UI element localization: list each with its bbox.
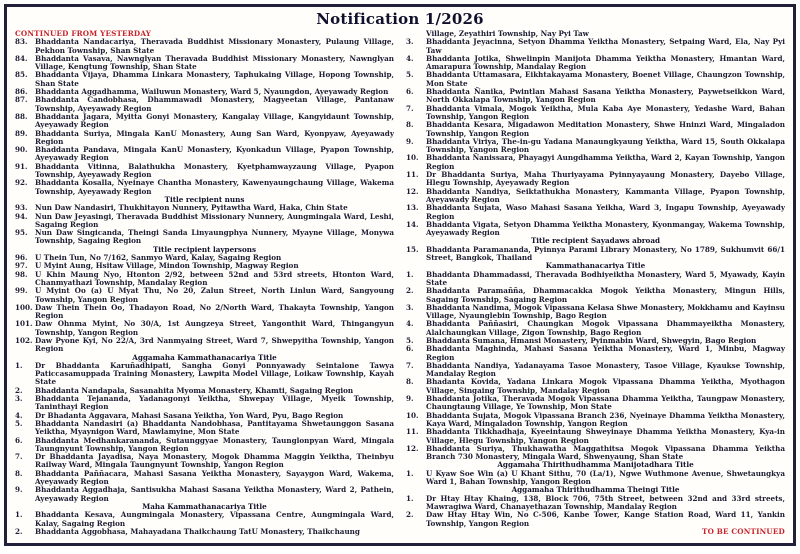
list-item	[406, 71, 785, 88]
list-item-number: 8.	[406, 377, 414, 387]
list-item	[406, 511, 785, 528]
list-item-text: Bhaddanta Sujata, Mogok Vipassana Branch 236, Nyeinaye Dhamma Yeiktha Monastery, Kaya Ward, Mingaladon Township, Yangon Region	[426, 410, 785, 428]
list-item	[15, 179, 394, 196]
list-item-number: 7.	[406, 360, 414, 370]
list-item-text: Dr Htay Htay Khaing, 138, Block 706, 75th Street, between 32nd and 33rd streets, Mawragiwa Ward, Chanayethazan Township, Mandalay Region	[426, 493, 785, 511]
list-item	[15, 55, 394, 72]
list-item-number: 12.	[406, 443, 419, 453]
list-item-text: Bhaddanta Maghinda, Mahasi Sasana Yeiktha Monastery, Ward 1, Minbu, Magway Region	[426, 344, 785, 362]
list-item-text: U Khin Maung Nyo, Htonton 2/92, between 52nd and 53rd streets, Htonton Ward, Chanmyathazi Township, Mandalay Region	[35, 269, 394, 287]
list-item-text: Bhaddanta Suriya, Mingala KanU Monastery, Aung San Ward, Kyonpyaw, Ayeyawady Region	[35, 128, 394, 146]
list-item-number: 3.	[15, 394, 23, 404]
list-item-number: 97.	[15, 261, 28, 271]
list-item-number: 95.	[15, 228, 28, 238]
list-item-continuation: Village, Zeyathiri Township, Nay Pyi Taw	[426, 30, 589, 38]
list-item	[406, 378, 785, 395]
list-item-text: Daw Ohnma Myint, No 30/A, 1st Aungzeya Street, Yangonthit Ward, Thingangyun Township, Yangon Region	[35, 319, 394, 337]
list-item-text: Bhaddanta Suriya, Thukhawatha Maggathitsa Mogok Vipassana Dhamma Yeiktha Branch 730 Monastery, Mingala Ward, Shwenyaung, Shan State	[426, 443, 785, 462]
list-item-number: 92.	[15, 178, 28, 188]
list-item-number: 1.	[15, 360, 23, 370]
list-item-number: 2.	[406, 510, 414, 520]
list-item-number: 11.	[406, 427, 419, 437]
list-item-text: Dr Bhadanta Aggavara, Mahasi Sasana Yeiktha, Yon Ward, Pyu, Bago Region	[35, 410, 344, 420]
list-item	[15, 470, 394, 487]
list-item-number: 84.	[15, 53, 28, 63]
list-item-number: 4.	[406, 53, 414, 63]
list-item	[15, 271, 394, 288]
list-item-text: Daw Pyone Kyi, No 22/A, 3rd Nanmyaing Street, Ward 7, Shwepyitha Township, Yangon Region	[35, 335, 394, 354]
list-item-number: 14.	[406, 219, 419, 229]
list-item-text: Bhaddanta Jotika, Shwelinpin Manijota Dhamma Yeiktha Monastery, Hmantan Ward, Amarapura Township, Mandalay Region	[426, 53, 785, 72]
list-item-text: Daw Htay Htay Win, No C-506, Kanbe Tower, Kange Station Road, Ward 11, Yankin Township, Yangon Region	[426, 510, 785, 528]
list-item-number: 4.	[406, 319, 414, 329]
list-item-text: Bhaddanta Aggobhasa, Mahayadana Thaikchaung TatU Monastery, Thaikchaung	[35, 526, 360, 536]
list-item-number: 4.	[15, 410, 23, 420]
list-item-text: Bhaddanta Uttamasara, Eikhtakayama Monastery, Boenet Village, Chaungzon Township, Mon State	[426, 70, 785, 88]
list-item-text: U Myint Aung, Hsitaw Village, Mindon Township, Magway Region	[35, 261, 299, 271]
list-item	[406, 105, 785, 122]
list-item-number: 1.	[406, 269, 414, 279]
list-item	[15, 304, 394, 321]
list-item	[406, 271, 785, 288]
list-item	[406, 345, 785, 362]
list-item-number: 7.	[15, 452, 23, 462]
list-item-text: Nun Daw Singicanda, Theingi Sanda Linyaungphya Nunnery, Myayne Village, Monywa Township, Sagaing Region	[35, 228, 394, 246]
list-item-number: 2.	[406, 286, 414, 296]
list-item	[406, 445, 785, 462]
list-item	[15, 146, 394, 163]
section-heading: Aggamaha Thirithudhamma Theingi Title	[511, 485, 680, 495]
list-item	[406, 121, 785, 138]
list-item	[15, 453, 394, 470]
list-item-number: 88.	[15, 111, 28, 121]
list-item	[406, 204, 785, 221]
list-item-text: Bhaddanta Jagara, Myitta Gonyi Monastery, Kangalay Village, Kangyidaunt Township, Ayeyawady Region	[35, 111, 394, 130]
list-item	[15, 511, 394, 528]
list-item	[15, 362, 394, 387]
list-item-text: Bhaddanta Kesara, Migadawon Meditation Monastery, Shwe Hninzi Ward, Mingaladon Township, Yangon Region	[426, 120, 785, 138]
list-item-text: Bhaddanta Nandacariya, Theravada Buddhist Missionary Monastery, Pulaung Village, Pekhon Township, Shan State	[35, 37, 394, 55]
list-item	[15, 163, 394, 180]
list-item	[406, 55, 785, 72]
list-item	[15, 213, 394, 230]
list-item	[406, 428, 785, 445]
list-item-number: 5.	[406, 335, 414, 345]
list-item	[15, 437, 394, 454]
list-item-number: 3.	[406, 302, 414, 312]
list-item-text: Bhaddanta Sujata, Waso Mahasi Sasana Yeikha, Ward 3, Ingapu Township, Ayeyawady Region	[426, 203, 785, 221]
list-item-text: U Kyaw Soe Win (a) U Khant Sithu, 70 (La/1), Ngwe Wuthmone Avenue, Shwetaungkya Ward 1, Bahan Township, Yangon Region	[426, 468, 785, 487]
list-item-number: 7.	[406, 103, 414, 113]
list-item	[406, 38, 785, 55]
list-item	[15, 287, 394, 304]
section-heading: Title recipient nuns	[164, 194, 245, 204]
list-item-number: 94.	[15, 211, 28, 221]
list-item-text: Bhaddanta Jotika, Theravada Mogok Vipassana Dhamma Yeiktha, Taungpaw Monastery, Chaungtaung Village, Ye Township, Mon State	[426, 394, 785, 412]
list-item-number: 2.	[15, 385, 23, 395]
page-frame	[4, 4, 796, 546]
list-item-number: 9.	[406, 136, 414, 146]
list-item-number: 1.	[406, 468, 414, 478]
list-item-text: Bhaddanta Dhammadassi, Theravada Bodhiyeiktha Monastery, Ward 5, Myawady, Kayin State	[426, 269, 785, 287]
list-item	[406, 412, 785, 429]
list-item-text: Nun Daw Nandasiri, Thukhitayon Nunnery, Pyitawtha Ward, Haka, Chin State	[35, 203, 348, 213]
list-item-text: Bhaddanta Medhankarananda, Sutaunggyae Monastery, Taunglonpyan Ward, Mingala Taungnyunt Township, Yangon Region	[35, 435, 394, 453]
list-item-number: 6.	[15, 435, 23, 445]
list-item	[406, 320, 785, 337]
list-item	[406, 495, 785, 512]
two-column-body	[15, 30, 785, 536]
list-item	[15, 229, 394, 246]
list-item-text: Bhaddanta Nandiya, Seiktathukha Monastery, Kammanta Village, Pyapon Township, Ayeyawady Region	[426, 186, 785, 204]
list-item-number: 13.	[406, 203, 419, 213]
list-item-number: 98.	[15, 269, 28, 279]
list-item-text: Bhaddanta Paññacara, Mahasi Sasana Yeiktha Monastery, Sayaygon Ward, Wakema, Ayeyawady Region	[35, 468, 394, 487]
list-item-text: Bhaddanta Kesava, Aungmingala Monastery, Vipassana Centre, Aungmingala Ward, Kalay, Sagaing Region	[35, 510, 394, 528]
list-item-number: 6.	[406, 344, 414, 354]
section-heading: Title recipient Sayadaws abroad	[530, 236, 661, 246]
list-item-number: 8.	[15, 468, 23, 478]
list-item	[406, 188, 785, 205]
list-item	[15, 320, 394, 337]
list-item-number: 87.	[15, 95, 28, 105]
list-item-text: Bhaddanta Paramananda, Pyinnya Parami Library Monastery, No 1789, Sukhumvit 66/1 Street, Bangkok, Thailand	[426, 244, 785, 263]
list-item-text: Bhaddanta Vijaya, Dhamma Linkara Monastery, Taphukaing Village, Hopong Township, Shan State	[35, 70, 394, 88]
list-item-text: Bhadanta Kovida, Yadana Linkara Mogok Vipassana Dhamma Yeiktha, Myothagon Village, Singaing Township, Mandalay Region	[426, 377, 785, 395]
list-item-text: Bhaddanta Viriya, The-in-gu Yadana Manaungkyaung Yeiktha, Ward 15, South Okkalapa Township, Yangon Region	[426, 136, 785, 155]
list-item-text: Bhaddanta Jeyacinna, Setyon Dhamma Yeiktha Monastery, Setpaing Ward, Ela, Nay Pyi Taw	[426, 37, 785, 55]
list-item-number: 9.	[406, 394, 414, 404]
list-item-text: Bhaddanta Kosalla, Nyeinaye Chantha Monastery, Kawenyaungchaung Village, Wakema Township, Ayeyawady Region	[35, 178, 394, 196]
list-item	[406, 470, 785, 487]
list-item-number: 11.	[406, 170, 419, 180]
list-item-text: Bhaddanta Aggadhamma, Wailuwun Monastery, Ward 5, Nyaungdon, Ayeyawady Region	[35, 87, 389, 97]
list-item	[15, 528, 394, 536]
list-item-number: 6.	[406, 87, 414, 97]
list-item-number: 100.	[15, 302, 33, 312]
list-item	[15, 395, 394, 412]
list-item-text: Bhaddanta Vasava, Nawnglyan Theravada Buddhist Missionary Monastery, Nawnglyan Village, Kengtung Township, Shan State	[35, 53, 394, 72]
list-item-text: Bhaddanta Paññasiri, Chaungkan Mogok Vipassana Dhammayeiktha Monastery, Alalchaungkan Village, Zigon Township, Bago Region	[426, 319, 785, 337]
list-item-text: Dr Bhaddanta Jayadisa, Naya Monastery, Mogok Dhamma Maggin Yeiktha, Theinbyu Railway Ward, Mingala Taungnyunt Township, Yangon Region	[35, 452, 394, 470]
page-title: Notification 1/2026	[316, 10, 484, 28]
section-heading: Maha Kammathanacariya Title	[142, 501, 267, 511]
list-item	[15, 130, 394, 147]
list-item	[15, 96, 394, 113]
list-item-number: 99.	[15, 286, 28, 296]
list-item-number: 93.	[15, 203, 28, 213]
list-item	[15, 486, 394, 503]
list-item-number: 9.	[15, 485, 23, 495]
list-item-text: Bhaddanta Tejananda, Yadanagonyi Yeiktha, Shwepay Village, Myeik Township, Taninthayi Region	[35, 394, 394, 412]
list-item	[406, 171, 785, 188]
list-item	[406, 362, 785, 379]
list-item-text: Bhaddanta Vigata, Setyon Dhamma Yeiktha Monastery, Kyonmangay, Wakema Township, Ayeyawady Region	[426, 219, 785, 238]
list-item-number: 1.	[15, 510, 23, 520]
list-item-text: Bhaddanta Nandima, Mogok Vipassana Kelasa Shwe Monastery, Mokkhamu and Kayinsu Village, Nyaunglebin Township, Bago Region	[426, 302, 785, 321]
list-item-number: 5.	[15, 418, 23, 428]
list-item-number: 15.	[406, 244, 419, 254]
list-item-number: 2.	[15, 526, 23, 536]
section-heading: Kammathanacariya Title	[545, 261, 646, 271]
section-heading: Aggamaha Thirithudhamma Manijotadhara Title	[497, 460, 694, 470]
section-heading: Aggamaha Kammathanacariya Title	[132, 352, 277, 362]
list-item-text: U Thein Tun, No 7/162, Sanmyo Ward, Kalay, Sagaing Region	[35, 253, 282, 263]
list-item-text: Bhaddanta Pandava, Mingala KanU Monastery, Kyonkadun Village, Pyapon Township, Ayeyawady Region	[35, 145, 394, 163]
right-column	[406, 30, 785, 536]
list-item-text: Nun Daw Jeyasingi, Theravada Buddhist Missionary Nunnery, Aungmingala Ward, Leshi, Sagaing Region	[35, 211, 394, 229]
list-item	[406, 88, 785, 105]
list-item-number: 3.	[406, 37, 414, 47]
list-item-text: U Myint Oo (a) U Myat Thu, No 20, Zalun Street, North Linlun Ward, Sangyoung Township, Yangon Region	[35, 286, 394, 304]
list-item	[406, 246, 785, 263]
list-item-number: 90.	[15, 145, 28, 155]
list-item-number: 89.	[15, 128, 28, 138]
list-item-number: 91.	[15, 161, 28, 171]
left-column	[15, 30, 394, 536]
list-item-text: Bhaddanta Vimala, Mogok Yeiktha, Mula Kaba Aye Monastery, Yedashe Ward, Bahan Township, Yangon Region	[426, 103, 785, 121]
list-item-number: 8.	[406, 120, 414, 130]
to-be-continued-marker: TO BE CONTINUED	[702, 526, 785, 536]
list-item	[406, 221, 785, 238]
list-item-text: Bhaddanta Ñanika, Pwintlan Mahasi Sasana Yeiktha Monastery, Paywetseikkon Ward, North Okkalapa Township, Yangon Region	[426, 87, 785, 105]
list-item	[406, 395, 785, 412]
list-item-text: Dr Bhaddanta Karuñadhipati, Sangha Gonyi Ponnyawady Seintalone Tawya Paticcasamuppada Training Monastery, Lawpita Model Village, Loikaw Township, Kayah State	[35, 360, 394, 387]
list-item-number: 10.	[406, 410, 419, 420]
list-item-number: 96.	[15, 253, 28, 263]
list-item-text: Bhaddanta Nandasiri (a) Bhaddanta Nandobhasa, Pantitayama Shwetaunggon Sasana Yeiktha, Myaynigon Ward, Mawlamyine, Mon State	[35, 418, 394, 437]
list-item	[406, 138, 785, 155]
list-item-text: Bhaddanta Paramañña, Dhammacakka Mogok Yeiktha Monastery, Mingun Hills, Sagaing Township, Sagaing Region	[426, 286, 785, 304]
list-item-text: Bhaddanta Ñanissara, Phayagyi Aungdhamma Yeiktha, Ward 2, Kayan Township, Yangon Region	[426, 153, 785, 171]
list-item-number: 102.	[15, 335, 33, 345]
list-item-number: 12.	[406, 186, 419, 196]
list-item-text: Bhaddanta Sumana, Hmansi Monastery, Pyinmabin Ward, Shwegyin, Bago Region	[426, 335, 757, 345]
list-item-text: Bhaddanta Vitinna, Balathukha Monastery, Kyetphamwayzaung Village, Pyapon Township, Ayeyawady Region	[35, 161, 394, 180]
section-heading: Title recipient laypersons	[152, 244, 257, 254]
list-item	[15, 38, 394, 55]
list-item	[406, 154, 785, 171]
list-item-text: Daw Thein Thein Oo, Thadayon Road, No 2/North Ward, Thakayta Township, Yangon Region	[35, 302, 394, 321]
list-item	[406, 304, 785, 321]
list-item	[15, 113, 394, 130]
list-item-number: 101.	[15, 319, 33, 329]
list-item-number: 85.	[15, 70, 28, 80]
list-item	[15, 420, 394, 437]
list-item-number: 86.	[15, 87, 28, 97]
list-item-number: 1.	[406, 493, 414, 503]
continued-from-yesterday-marker: CONTINUED FROM YESTERDAY	[15, 30, 152, 38]
list-item-number: 83.	[15, 37, 28, 47]
list-item-text: Bhaddanta Nandiya, Yadanayama Tasoe Monastery, Tasoe Village, Kyaukse Township, Mandalay Region	[426, 360, 785, 379]
list-item-text: Bhaddanta Candobhasa, Dhammawadi Monastery, Magyeetan Village, Pantanaw Township, Ayeyawady Region	[35, 95, 394, 113]
list-item-text: Dr Bhaddanta Suriya, Maha Thuriyayama Pyinnyayaung Monastery, Dayebo Village, Hlegu Township, Ayeyawady Region	[426, 170, 785, 188]
list-item-text: Bhaddanta Tikkhadhaja, Kyeeintaung Shweyinaye Dhamma Yeiktha Monastery, Kya-in Village, Hlegu Township, Yangon Region	[426, 427, 785, 445]
list-item-number: 5.	[406, 70, 414, 80]
list-item-text: Bhaddanta Aggadhaja, Santisukha Mahasi Sasana Yeiktha Monastery, Ward 2, Pathein, Ayeyawady Region	[35, 485, 394, 503]
list-item-number: 10.	[406, 153, 419, 163]
list-item	[15, 337, 394, 354]
list-item	[406, 287, 785, 304]
list-item-text: Bhaddanta Nandapala, Sasanahita Myoma Monastery, Khamti, Sagaing Region	[35, 385, 354, 395]
list-item	[15, 71, 394, 88]
